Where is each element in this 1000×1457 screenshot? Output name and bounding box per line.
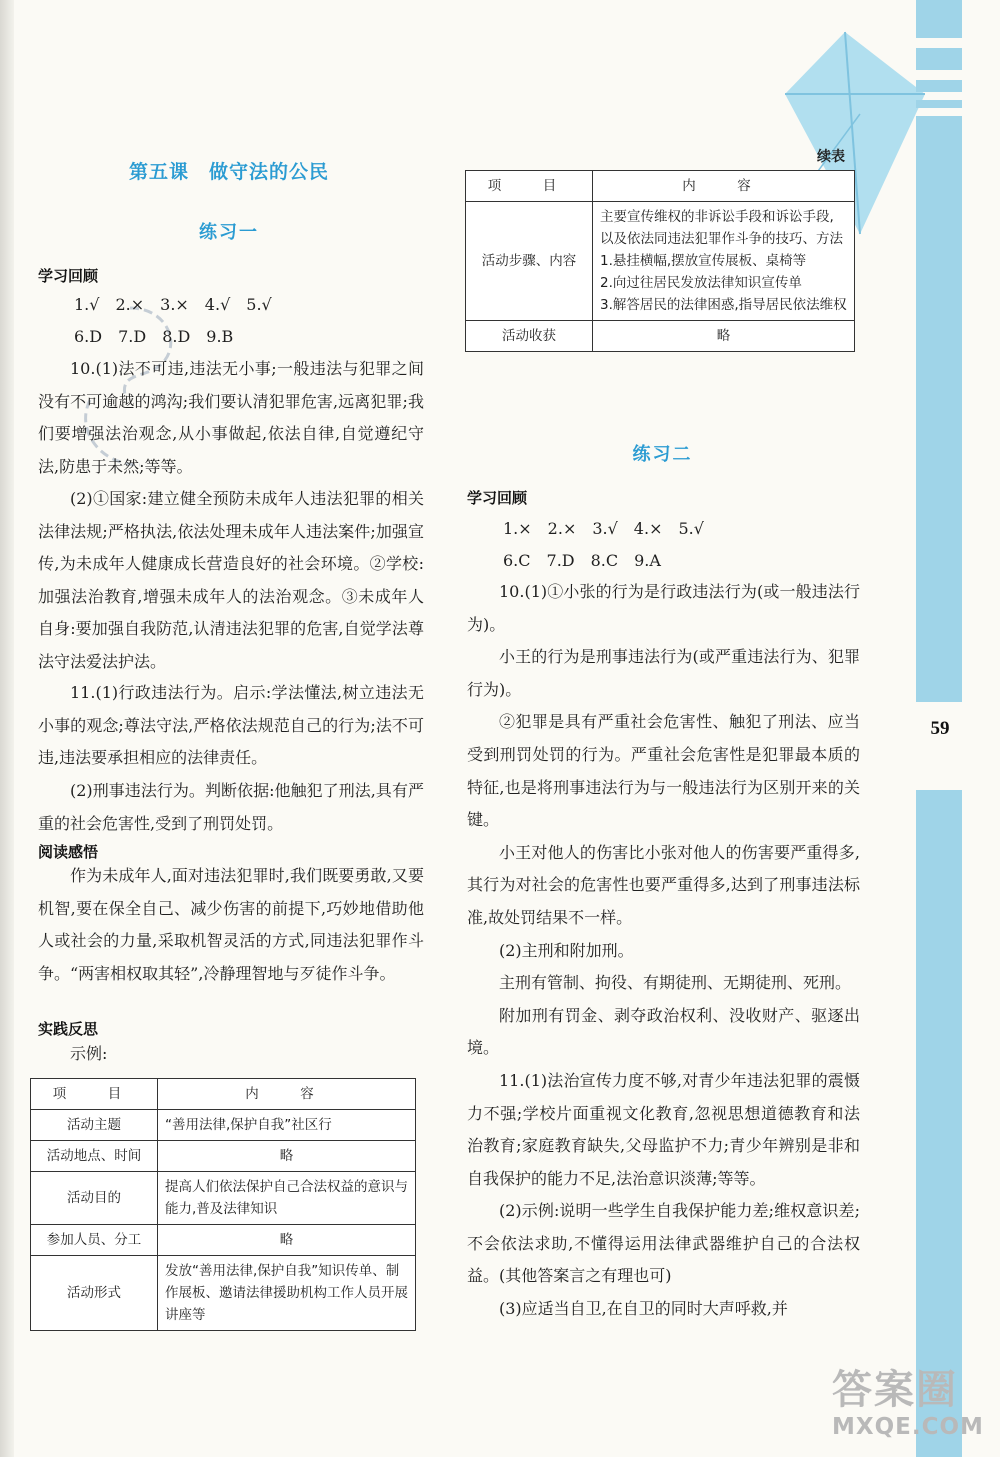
page-edge	[0, 0, 14, 1457]
table-row	[31, 1225, 416, 1256]
table-cell: 活动收获	[466, 321, 593, 352]
exercise1-title: 练习一	[199, 222, 259, 243]
right-column	[465, 0, 860, 1457]
exercise2-title: 练习二	[632, 444, 693, 465]
table-cell: 活动目的	[31, 1172, 158, 1225]
answer-paragraph: 主刑有管制、拘役、有期徒刑、无期徒刑、死刑。	[499, 973, 852, 993]
side-bar-segment	[916, 48, 962, 70]
table-header-cell: 内 容	[158, 1079, 416, 1110]
answer-paragraph: 11.(1)法治宣传力度不够,对青少年违法犯罪的震慑力不强;学校片面重视文化教育,忽视思想道德教育和法治教育;家庭教育缺失,父母监护不力;青少年辨别是非和自我保护的能力不足,法治意识淡薄;等等。	[467, 1070, 860, 1188]
answer-paragraph: ②犯罪是具有严重社会危害性、触犯了刑法、应当受到刑罚处罚的行为。严重社会危害性是犯罪最本质的特征,也是将刑事违法行为与一般违法行为区别开来的关键。	[467, 712, 860, 830]
answer-paragraph: 附加刑有罚金、剥夺政治权利、没收财产、驱逐出境。	[467, 1005, 860, 1058]
answer-paragraph: (3)应适当自卫,在自卫的同时大声呼救,并	[499, 1299, 788, 1319]
section-heading-practice: 实践反思	[38, 1020, 99, 1038]
table-row	[31, 1256, 416, 1331]
watermark-url: MXQE.COM	[832, 1414, 984, 1440]
table-cell: 参加人员、分工	[31, 1225, 158, 1256]
table-header-cell: 内 容	[593, 171, 855, 202]
table-cell: 活动步骤、内容	[466, 202, 593, 321]
answer-line: 1.× 2.× 3.√ 4.× 5.√	[503, 519, 704, 538]
activity-table-left	[30, 1078, 416, 1331]
table-header-cell: 项 目	[31, 1079, 158, 1110]
answer-paragraphs	[467, 576, 860, 1326]
example-label: 示例:	[70, 1044, 108, 1063]
lesson-title: 第五课 做守法的公民	[128, 161, 329, 183]
side-bar-segment	[916, 100, 962, 108]
table-cell: 活动主题	[31, 1110, 158, 1141]
table-cell: 略	[593, 321, 855, 352]
side-bar-segment	[916, 0, 962, 38]
table-header-cell: 项 目	[466, 171, 593, 202]
section-heading-reading: 阅读感悟	[38, 843, 99, 861]
reading-paragraph: 作为未成年人,面对违法犯罪时,我们既要勇敢,又要机智,要在保全自己、减少伤害的前提下,巧妙地借助他人或社会的力量,采取机智灵活的方式,同违法犯罪作斗争。“两害相权取其轻”,冷静理智地与歹徒作斗争。	[38, 866, 424, 983]
table-cell: 提高人们依法保护自己合法权益的意识与能力,普及法律知识	[158, 1172, 416, 1225]
table-cell: 略	[158, 1141, 416, 1172]
section-heading-review: 学习回顾	[467, 489, 528, 507]
answer-line: 6.D 7.D 8.D 9.B	[74, 327, 234, 346]
table-cell: 略	[158, 1225, 416, 1256]
table-row	[31, 1110, 416, 1141]
table-row	[31, 1172, 416, 1225]
side-bar-segment	[916, 80, 962, 92]
answer-paragraph: 10.(1)①小张的行为是行政违法行为(或一般违法行为)。	[467, 582, 860, 634]
answer-paragraph: (2)主刑和附加刑。	[499, 940, 634, 960]
side-bar-segment	[916, 116, 962, 702]
answer-paragraph: 小王对他人的伤害比小张对他人的伤害要严重得多,其行为对社会的危害性也要严重得多,达到了刑事违法标准,故处罚结果不一样。	[467, 842, 860, 927]
page-number: 59	[930, 718, 950, 739]
answer-paragraph: 小王的行为是刑事违法行为(或严重违法行为、犯罪行为)。	[467, 647, 860, 699]
left-column	[34, 0, 424, 1457]
table-header-row	[31, 1079, 416, 1110]
answer-paragraph: 11.(1)行政违法行为。启示:学法懂法,树立违法无小事的观念;尊法守法,严格依法规范自己的行为;法不可违,违法要承担相应的法律责任。	[38, 683, 424, 768]
table-cell: 发放“善用法律,保护自我”知识传单、制作展板、邀请法律援助机构工作人员开展讲座等	[158, 1256, 416, 1331]
table-cell: 主要宣传维权的非诉讼手段和诉讼手段,以及依法同违法犯罪作斗争的技巧、方法 1.悬挂横幅,摆放宣传展板、桌椅等 2.向过往居民发放法律知识宣传单 3.解答居民的法律困惑,指导居民依法维权	[593, 202, 855, 321]
answer-paragraph: (2)①国家:建立健全预防未成年人违法犯罪的相关法律法规;严格执法,依法处理未成年人违法案件;加强宣传,为未成年人健康成长营造良好的社会环境。②学校:加强法治教育,增强未成年人的法治观念。③未成年人自身:要加强自我防范,认清违法犯罪的危害,自觉学法尊法守法爱法护法。	[38, 489, 424, 671]
table-cell: 活动地点、时间	[31, 1141, 158, 1172]
section-heading-review: 学习回顾	[38, 267, 99, 285]
table-cell: 活动形式	[31, 1256, 158, 1331]
table-row	[31, 1141, 416, 1172]
answer-line: 1.√ 2.× 3.× 4.√ 5.√	[74, 295, 272, 314]
answer-paragraph: 10.(1)法不可违,违法无小事;一般违法与犯罪之间没有不可逾越的鸿沟;我们要认清犯罪危害,远离犯罪;我们要增强法治观念,从小事做起,依法自律,自觉遵纪守法,防患于未然;等等。	[38, 359, 424, 476]
answer-paragraph: (2)刑事违法行为。判断依据:他触犯了刑法,具有严重的社会危害性,受到了刑罚处罚。	[38, 781, 424, 833]
answer-paragraph: (2)示例:说明一些学生自我保护能力差;维权意识差;不会依法求助,不懂得运用法律武器维护自己的合法权益。(其他答案言之有理也可)	[467, 1201, 860, 1286]
side-bar-segment	[916, 790, 962, 1457]
table-cell: “善用法律,保护自我”社区行	[158, 1110, 416, 1141]
site-watermark	[832, 1368, 997, 1456]
table-continued-label: 续表	[817, 149, 845, 165]
watermark-text: 答案圈	[832, 1367, 958, 1413]
answer-line: 6.C 7.D 8.C 9.A	[503, 551, 661, 570]
